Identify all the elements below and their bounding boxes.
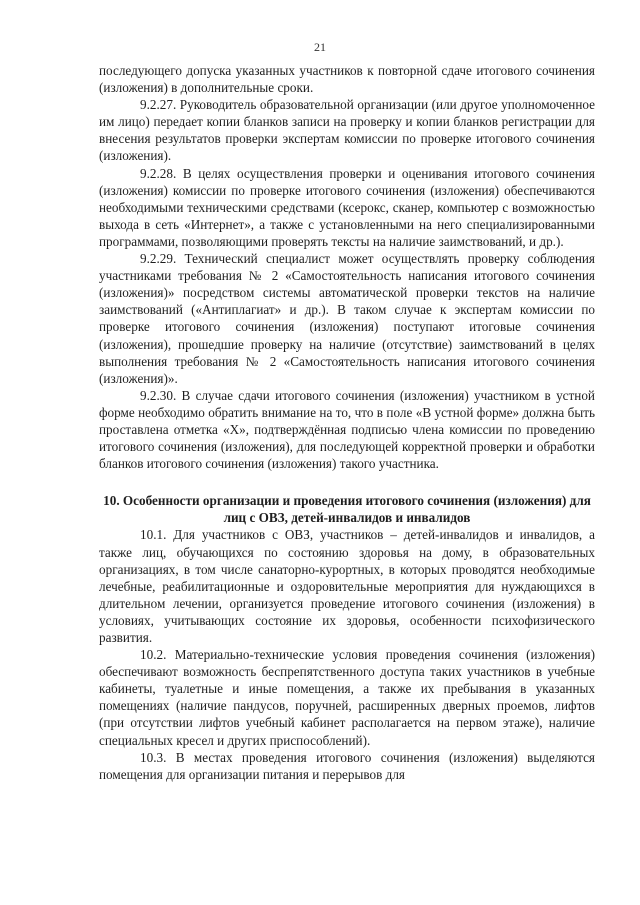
paragraph-10-3: 10.3. В местах проведения итогового сочинения (изложения) выделяются помещения для организации питания и перерывов для — [99, 749, 595, 782]
section-heading: 10. Особенности организации и проведения итогового сочинения (изложения) для лиц с ОВЗ, детей-инвалидов и инвалидов — [103, 493, 591, 526]
paragraph-9-2-28: 9.2.28. В целях осуществления проверки и оценивания итогового сочинения (изложения) комиссии по проверке итогового сочинения (изложения) обеспечиваются необходимыми техническими средствами (ксерокс, сканер, компьютер с возможностью выхода в сеть «Интернет», а также с установленными на него специализированными программами, позволяющими проверять тексты на наличие заимствований, и др.). — [99, 165, 595, 249]
page-number: 21 — [314, 40, 326, 54]
paragraph-9-2-27: 9.2.27. Руководитель образовательной организации (или другое уполномоченное им лицо) передает копии бланков записи на проверку и копии бланков регистрации для внесения результатов проверки экспертам комиссии по проверке итогового сочинения (изложения). — [99, 97, 595, 164]
paragraph-continuation: последующего допуска указанных участников к повторной сдаче итогового сочинения (изложения) в дополнительные сроки. — [99, 63, 595, 96]
paragraph-10-1: 10.1. Для участников с ОВЗ, участников – детей-инвалидов и инвалидов, а также лиц, обучающихся по состоянию здоровья на дому, в образовательных организациях, в том числе санаторно-курортных, в которых проводятся необходимые лечебные, реабилитационные и оздоровительные мероприятия для нуждающихся в длительном лечении, организуется проведение итогового сочинения (изложения) в условиях, учитывающих состояние их здоровья, особенности психофизического развития. — [99, 527, 595, 645]
section-spacer — [99, 472, 595, 492]
paragraph-9-2-30: 9.2.30. В случае сдачи итогового сочинения (изложения) участником в устной форме необходимо обратить внимание на то, что в поле «В устной форме» должна быть проставлена отметка «Х», подтверждённая подписью члена комиссии по проведению итогового сочинения (изложения), для последующей корректной проверки и обработки бланков итогового сочинения (изложения) такого участника. — [99, 387, 595, 472]
paragraph-9-2-29: 9.2.29. Технический специалист может осуществлять проверку соблюдения участниками требования № 2 «Самостоятельность написания итогового сочинения (изложения)» посредством системы автоматической проверки текстов на наличие заимствований («Антиплагиат» и др.). В таком случае к экспертам комиссии по проверке итогового сочинения (изложения) поступают итоговые сочинения (изложения), прошедшие проверку на наличие (отсутствие) заимствований в целях выполнения требования № 2 «Самостоятельность написания итогового сочинения (изложения)». — [99, 251, 595, 386]
document-body — [99, 62, 595, 783]
paragraph-10-2: 10.2. Материально-технические условия проведения сочинения (изложения) обеспечивают возможность беспрепятственного доступа таких участников в учебные кабинеты, туалетные и иные помещения, а также их пребывания в указанных помещениях (наличие пандусов, поручней, расширенных дверных проемов, лифтов (при отсутствии лифтов учебный кабинет располагается на первом этаже), наличие специальных кресел и других приспособлений). — [99, 647, 595, 748]
